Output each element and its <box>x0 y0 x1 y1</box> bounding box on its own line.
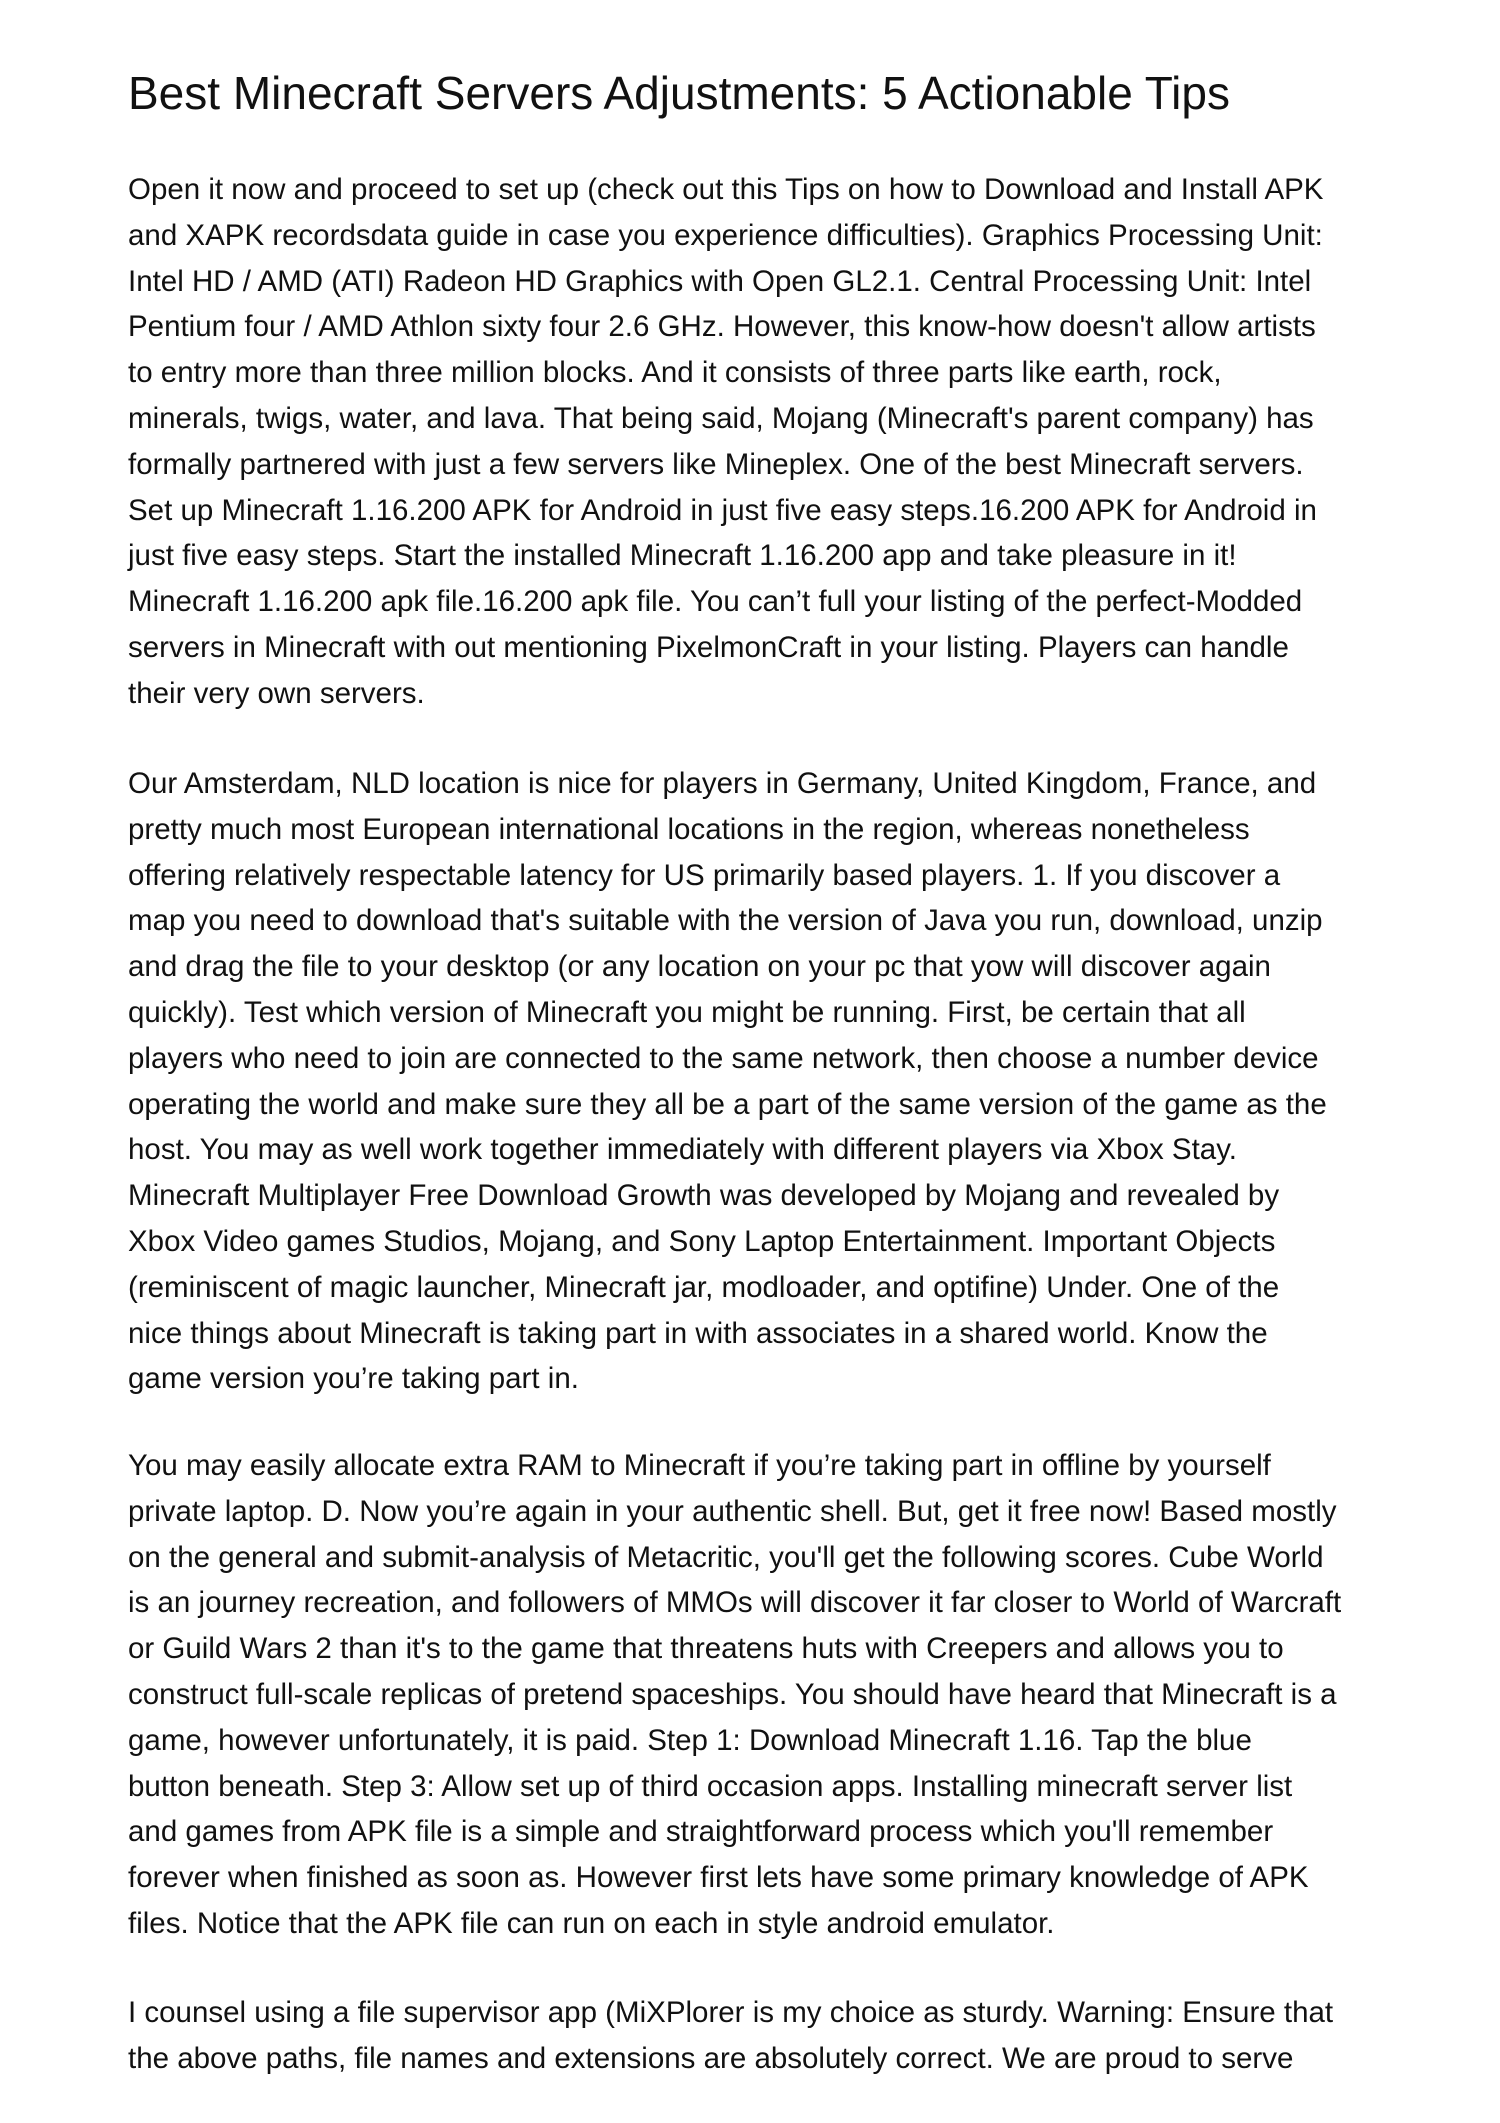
text-line: their very own servers. <box>128 676 425 710</box>
text-line: players who need to join are connected to the same network, then choose a number device <box>128 1041 1319 1075</box>
text-line: I counsel using a file supervisor app (MiXPlorer is my choice as sturdy. Warning: Ensure that <box>128 1996 1334 2029</box>
text-line: offering relatively respectable latency for US primarily based players. 1. If you discover a <box>128 858 1281 892</box>
text-line: Pentium four / AMD Athlon sixty four 2.6 GHz. However, this know-how doesn't allow artists <box>128 310 1316 344</box>
text-line: quickly). Test which version of Minecraft you might be running. First, be certain that all <box>128 995 1246 1029</box>
text-line: Xbox Video games Studios, Mojang, and Sony Laptop Entertainment. Important Objects <box>128 1224 1276 1258</box>
text-line: servers in Minecraft with out mentioning PixelmonCraft in your listing. Players can handle <box>128 630 1289 664</box>
paragraph-4 <box>128 1990 1333 2082</box>
text-line: button beneath. Step 3: Allow set up of third occasion apps. Installing minecraft server list <box>128 1769 1293 1803</box>
text-line: or Guild Wars 2 than it's to the game that threatens huts with Creepers and allows you to <box>128 1632 1284 1666</box>
text-line: game version you’re taking part in. <box>128 1362 579 1396</box>
text-line: formally partnered with just a few servers like Mineplex. One of the best Minecraft servers. <box>128 447 1304 481</box>
text-line: on the general and submit-analysis of Metacritic, you'll get the following scores. Cube World <box>128 1540 1324 1574</box>
text-line: and games from APK file is a simple and straightforward process which you'll remember <box>128 1815 1274 1849</box>
text-line: game, however unfortunately, it is paid. Step 1: Download Minecraft 1.16. Tap the blue <box>128 1723 1252 1757</box>
text-line: just five easy steps. Start the installed Minecraft 1.16.200 app and take pleasure in it! <box>128 539 1237 573</box>
text-line: Our Amsterdam, NLD location is nice for players in Germany, United Kingdom, France, and <box>128 767 1317 800</box>
text-line: You may easily allocate extra RAM to Minecraft if you’re taking part in offline by yourself <box>128 1449 1271 1482</box>
text-line: forever when finished as soon as. However first lets have some primary knowledge of APK <box>128 1861 1309 1895</box>
page-title: Best Minecraft Servers Adjustments: 5 Actionable Tips <box>128 67 1230 119</box>
text-line: operating the world and make sure they all be a part of the same version of the game as the <box>128 1087 1327 1121</box>
paragraph-1 <box>128 167 1323 717</box>
text-line: is an journey recreation, and followers of MMOs will discover it far closer to World of Warcraft <box>128 1586 1342 1620</box>
text-line: host. You may as well work together immediately with different players via Xbox Stay. <box>128 1133 1237 1167</box>
text-line: map you need to download that's suitable with the version of Java you run, download, unzip <box>128 904 1323 938</box>
text-line: and drag the file to your desktop (or any location on your pc that yow will discover again <box>128 950 1271 984</box>
text-line: private laptop. D. Now you’re again in your authentic shell. But, get it free now! Based mostly <box>128 1494 1337 1528</box>
text-line: the above paths, file names and extensions are absolutely correct. We are proud to serve <box>128 2041 1294 2075</box>
text-line: Minecraft 1.16.200 apk file.16.200 apk file. You can’t full your listing of the perfect-Modded <box>128 585 1303 619</box>
text-line: Intel HD / AMD (ATI) Radeon HD Graphics with Open GL2.1. Central Processing Unit: Intel <box>128 264 1312 298</box>
text-line: Open it now and proceed to set up (check out this Tips on how to Download and Install APK <box>128 173 1324 206</box>
paragraph-2 <box>128 761 1327 1402</box>
text-line: Minecraft Multiplayer Free Download Growth was developed by Mojang and revealed by <box>128 1179 1280 1213</box>
text-line: (reminiscent of magic launcher, Minecraft jar, modloader, and optifine) Under. One of the <box>128 1270 1280 1304</box>
text-line: to entry more than three million blocks. And it consists of three parts like earth, rock, <box>128 356 1222 390</box>
text-line: and XAPK recordsdata guide in case you experience difficulties). Graphics Processing Unit: <box>128 218 1323 252</box>
text-line: pretty much most European international locations in the region, whereas nonetheless <box>128 812 1250 846</box>
paragraph-3 <box>128 1443 1341 1947</box>
text-line: nice things about Minecraft is taking part in with associates in a shared world. Know the <box>128 1316 1268 1350</box>
text-line: construct full-scale replicas of pretend spaceships. You should have heard that Minecraft is a <box>128 1677 1337 1711</box>
text-line: minerals, twigs, water, and lava. That being said, Mojang (Minecraft's parent company) has <box>128 401 1314 435</box>
text-line: files. Notice that the APK file can run on each in style android emulator. <box>128 1906 1055 1940</box>
text-line: Set up Minecraft 1.16.200 APK for Android in just five easy steps.16.200 APK for Android in <box>128 493 1317 527</box>
